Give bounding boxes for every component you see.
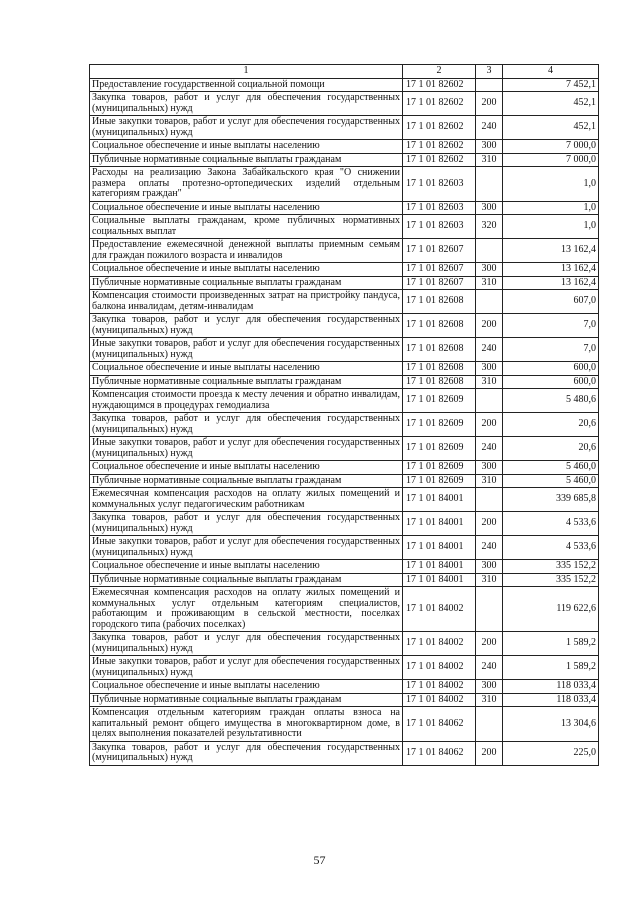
cell-code: 17 1 01 84062 <box>403 707 476 742</box>
cell-amount: 5 460,0 <box>503 474 599 488</box>
cell-name: Публичные нормативные социальные выплаты гражданам <box>90 375 403 389</box>
table-row <box>90 656 599 680</box>
cell-vr: 320 <box>476 215 503 239</box>
table-row <box>90 488 599 512</box>
cell-name: Социальное обеспечение и иные выплаты населению <box>90 201 403 215</box>
cell-code: 17 1 01 84002 <box>403 632 476 656</box>
table-row <box>90 153 599 167</box>
cell-code: 17 1 01 84001 <box>403 512 476 536</box>
cell-name: Публичные нормативные социальные выплаты гражданам <box>90 153 403 167</box>
cell-code: 17 1 01 82607 <box>403 276 476 290</box>
table-row <box>90 375 599 389</box>
table-row <box>90 461 599 475</box>
table-row <box>90 290 599 314</box>
cell-name: Предоставление государственной социальной помощи <box>90 78 403 92</box>
cell-amount: 607,0 <box>503 290 599 314</box>
cell-vr <box>476 707 503 742</box>
cell-name: Публичные нормативные социальные выплаты гражданам <box>90 573 403 587</box>
cell-code: 17 1 01 82609 <box>403 437 476 461</box>
cell-amount: 1,0 <box>503 201 599 215</box>
col-header-amount: 4 <box>503 65 599 79</box>
col-header-name: 1 <box>90 65 403 79</box>
cell-vr: 300 <box>476 680 503 694</box>
cell-amount: 5 460,0 <box>503 461 599 475</box>
table-row <box>90 437 599 461</box>
cell-name: Социальное обеспечение и иные выплаты населению <box>90 461 403 475</box>
cell-name: Компенсация стоимости произведенных затрат на пристройку пандуса, балкона инвалидам, детям-инвалидам <box>90 290 403 314</box>
cell-amount: 13 304,6 <box>503 707 599 742</box>
cell-code: 17 1 01 82609 <box>403 474 476 488</box>
cell-code: 17 1 01 84002 <box>403 693 476 707</box>
table-row <box>90 512 599 536</box>
cell-code: 17 1 01 84001 <box>403 536 476 560</box>
table-row <box>90 92 599 116</box>
cell-vr: 240 <box>476 116 503 140</box>
cell-vr: 310 <box>476 375 503 389</box>
cell-vr: 300 <box>476 140 503 154</box>
table-row <box>90 573 599 587</box>
cell-code: 17 1 01 82607 <box>403 263 476 277</box>
cell-vr: 200 <box>476 314 503 338</box>
cell-amount: 225,0 <box>503 741 599 765</box>
table-row <box>90 314 599 338</box>
cell-vr: 200 <box>476 512 503 536</box>
cell-name: Ежемесячная компенсация расходов на оплату жилых помещений и коммунальных услуг отдельным категориям специалистов, работающим и проживающим в сельской местности, поселках городского типа (рабочих поселках) <box>90 587 403 632</box>
cell-amount: 7 000,0 <box>503 153 599 167</box>
cell-name: Иные закупки товаров, работ и услуг для обеспечения государственных (муниципальных) нужд <box>90 656 403 680</box>
cell-name: Публичные нормативные социальные выплаты гражданам <box>90 693 403 707</box>
cell-name: Ежемесячная компенсация расходов на оплату жилых помещений и коммунальных услуг педагогическим работникам <box>90 488 403 512</box>
cell-code: 17 1 01 84001 <box>403 573 476 587</box>
table-row <box>90 632 599 656</box>
cell-code: 17 1 01 82608 <box>403 314 476 338</box>
table-row <box>90 78 599 92</box>
cell-name: Расходы на реализацию Закона Забайкальского края "О снижении размера оплаты протезно-ортопедических изделий отдельным категориям граждан" <box>90 167 403 202</box>
cell-amount: 1,0 <box>503 215 599 239</box>
cell-code: 17 1 01 84001 <box>403 560 476 574</box>
cell-amount: 452,1 <box>503 116 599 140</box>
cell-vr: 300 <box>476 263 503 277</box>
cell-code: 17 1 01 82609 <box>403 413 476 437</box>
table-row <box>90 536 599 560</box>
cell-name: Социальное обеспечение и иные выплаты населению <box>90 560 403 574</box>
table-row <box>90 693 599 707</box>
table-row <box>90 560 599 574</box>
cell-vr: 240 <box>476 437 503 461</box>
table-row <box>90 587 599 632</box>
cell-name: Социальные выплаты гражданам, кроме публичных нормативных социальных выплат <box>90 215 403 239</box>
cell-amount: 20,6 <box>503 413 599 437</box>
table-row <box>90 201 599 215</box>
cell-amount: 5 480,6 <box>503 389 599 413</box>
cell-code: 17 1 01 82602 <box>403 116 476 140</box>
page-number: 57 <box>313 853 326 867</box>
cell-amount: 339 685,8 <box>503 488 599 512</box>
table-row <box>90 389 599 413</box>
cell-name: Компенсация стоимости проезда к месту лечения и обратно инвалидам, нуждающимся в процедурах гемодиализа <box>90 389 403 413</box>
cell-vr: 240 <box>476 536 503 560</box>
table-row <box>90 140 599 154</box>
cell-name: Закупка товаров, работ и услуг для обеспечения государственных (муниципальных) нужд <box>90 741 403 765</box>
cell-name: Компенсация отдельным категориям граждан оплаты взноса на капитальный ремонт общего имущества в многоквартирном доме, в целях выполнения показателей результативности <box>90 707 403 742</box>
table-row <box>90 362 599 376</box>
cell-name: Иные закупки товаров, работ и услуг для обеспечения государственных (муниципальных) нужд <box>90 116 403 140</box>
cell-code: 17 1 01 82603 <box>403 215 476 239</box>
cell-vr <box>476 389 503 413</box>
cell-vr: 310 <box>476 276 503 290</box>
cell-code: 17 1 01 82608 <box>403 362 476 376</box>
cell-amount: 13 162,4 <box>503 276 599 290</box>
cell-name: Социальное обеспечение и иные выплаты населению <box>90 680 403 694</box>
cell-name: Публичные нормативные социальные выплаты гражданам <box>90 474 403 488</box>
col-header-vr: 3 <box>476 65 503 79</box>
cell-vr: 300 <box>476 461 503 475</box>
cell-amount: 119 622,6 <box>503 587 599 632</box>
cell-amount: 1,0 <box>503 167 599 202</box>
table-row <box>90 263 599 277</box>
cell-name: Закупка товаров, работ и услуг для обеспечения государственных (муниципальных) нужд <box>90 92 403 116</box>
cell-vr: 240 <box>476 656 503 680</box>
cell-code: 17 1 01 82602 <box>403 92 476 116</box>
cell-code: 17 1 01 82608 <box>403 290 476 314</box>
cell-amount: 7 452,1 <box>503 78 599 92</box>
cell-name: Иные закупки товаров, работ и услуг для обеспечения государственных (муниципальных) нужд <box>90 338 403 362</box>
cell-amount: 600,0 <box>503 375 599 389</box>
cell-vr: 200 <box>476 92 503 116</box>
cell-vr: 310 <box>476 474 503 488</box>
cell-code: 17 1 01 82608 <box>403 338 476 362</box>
cell-vr <box>476 290 503 314</box>
cell-code: 17 1 01 82602 <box>403 78 476 92</box>
cell-code: 17 1 01 82609 <box>403 389 476 413</box>
cell-vr: 300 <box>476 201 503 215</box>
cell-code: 17 1 01 82607 <box>403 239 476 263</box>
cell-code: 17 1 01 82602 <box>403 153 476 167</box>
cell-code: 17 1 01 84062 <box>403 741 476 765</box>
cell-vr <box>476 239 503 263</box>
cell-amount: 1 589,2 <box>503 632 599 656</box>
cell-vr: 310 <box>476 153 503 167</box>
cell-vr: 200 <box>476 413 503 437</box>
cell-name: Социальное обеспечение и иные выплаты населению <box>90 362 403 376</box>
cell-amount: 13 162,4 <box>503 239 599 263</box>
cell-amount: 4 533,6 <box>503 512 599 536</box>
table-row <box>90 116 599 140</box>
cell-code: 17 1 01 84001 <box>403 488 476 512</box>
table-row <box>90 215 599 239</box>
cell-vr: 300 <box>476 362 503 376</box>
cell-code: 17 1 01 82609 <box>403 461 476 475</box>
cell-name: Социальное обеспечение и иные выплаты населению <box>90 140 403 154</box>
cell-name: Иные закупки товаров, работ и услуг для обеспечения государственных (муниципальных) нужд <box>90 536 403 560</box>
cell-name: Закупка товаров, работ и услуг для обеспечения государственных (муниципальных) нужд <box>90 314 403 338</box>
cell-code: 17 1 01 82603 <box>403 167 476 202</box>
cell-amount: 1 589,2 <box>503 656 599 680</box>
table-row <box>90 276 599 290</box>
table-row <box>90 741 599 765</box>
header-row <box>90 65 599 79</box>
cell-amount: 7,0 <box>503 314 599 338</box>
table-row <box>90 707 599 742</box>
cell-vr <box>476 488 503 512</box>
cell-amount: 7 000,0 <box>503 140 599 154</box>
budget-table <box>89 64 599 766</box>
cell-amount: 13 162,4 <box>503 263 599 277</box>
cell-amount: 335 152,2 <box>503 560 599 574</box>
cell-code: 17 1 01 84002 <box>403 656 476 680</box>
cell-name: Социальное обеспечение и иные выплаты населению <box>90 263 403 277</box>
cell-name: Закупка товаров, работ и услуг для обеспечения государственных (муниципальных) нужд <box>90 632 403 656</box>
cell-vr: 200 <box>476 741 503 765</box>
table-row <box>90 167 599 202</box>
table-row <box>90 338 599 362</box>
cell-code: 17 1 01 82608 <box>403 375 476 389</box>
cell-amount: 452,1 <box>503 92 599 116</box>
cell-vr <box>476 167 503 202</box>
cell-amount: 4 533,6 <box>503 536 599 560</box>
cell-name: Закупка товаров, работ и услуг для обеспечения государственных (муниципальных) нужд <box>90 413 403 437</box>
cell-code: 17 1 01 82602 <box>403 140 476 154</box>
cell-vr: 310 <box>476 693 503 707</box>
cell-code: 17 1 01 82603 <box>403 201 476 215</box>
cell-vr: 240 <box>476 338 503 362</box>
cell-amount: 7,0 <box>503 338 599 362</box>
cell-name: Иные закупки товаров, работ и услуг для обеспечения государственных (муниципальных) нужд <box>90 437 403 461</box>
cell-vr <box>476 587 503 632</box>
cell-vr: 300 <box>476 560 503 574</box>
cell-name: Закупка товаров, работ и услуг для обеспечения государственных (муниципальных) нужд <box>90 512 403 536</box>
cell-amount: 600,0 <box>503 362 599 376</box>
cell-amount: 118 033,4 <box>503 680 599 694</box>
table-row <box>90 680 599 694</box>
cell-vr <box>476 78 503 92</box>
table-row <box>90 474 599 488</box>
col-header-code: 2 <box>403 65 476 79</box>
table-row <box>90 413 599 437</box>
cell-amount: 335 152,2 <box>503 573 599 587</box>
cell-amount: 118 033,4 <box>503 693 599 707</box>
table-row <box>90 239 599 263</box>
cell-code: 17 1 01 84002 <box>403 587 476 632</box>
cell-name: Публичные нормативные социальные выплаты гражданам <box>90 276 403 290</box>
cell-vr: 310 <box>476 573 503 587</box>
cell-vr: 200 <box>476 632 503 656</box>
cell-name: Предоставление ежемесячной денежной выплаты приемным семьям для граждан пожилого возраста и инвалидов <box>90 239 403 263</box>
cell-code: 17 1 01 84002 <box>403 680 476 694</box>
cell-amount: 20,6 <box>503 437 599 461</box>
